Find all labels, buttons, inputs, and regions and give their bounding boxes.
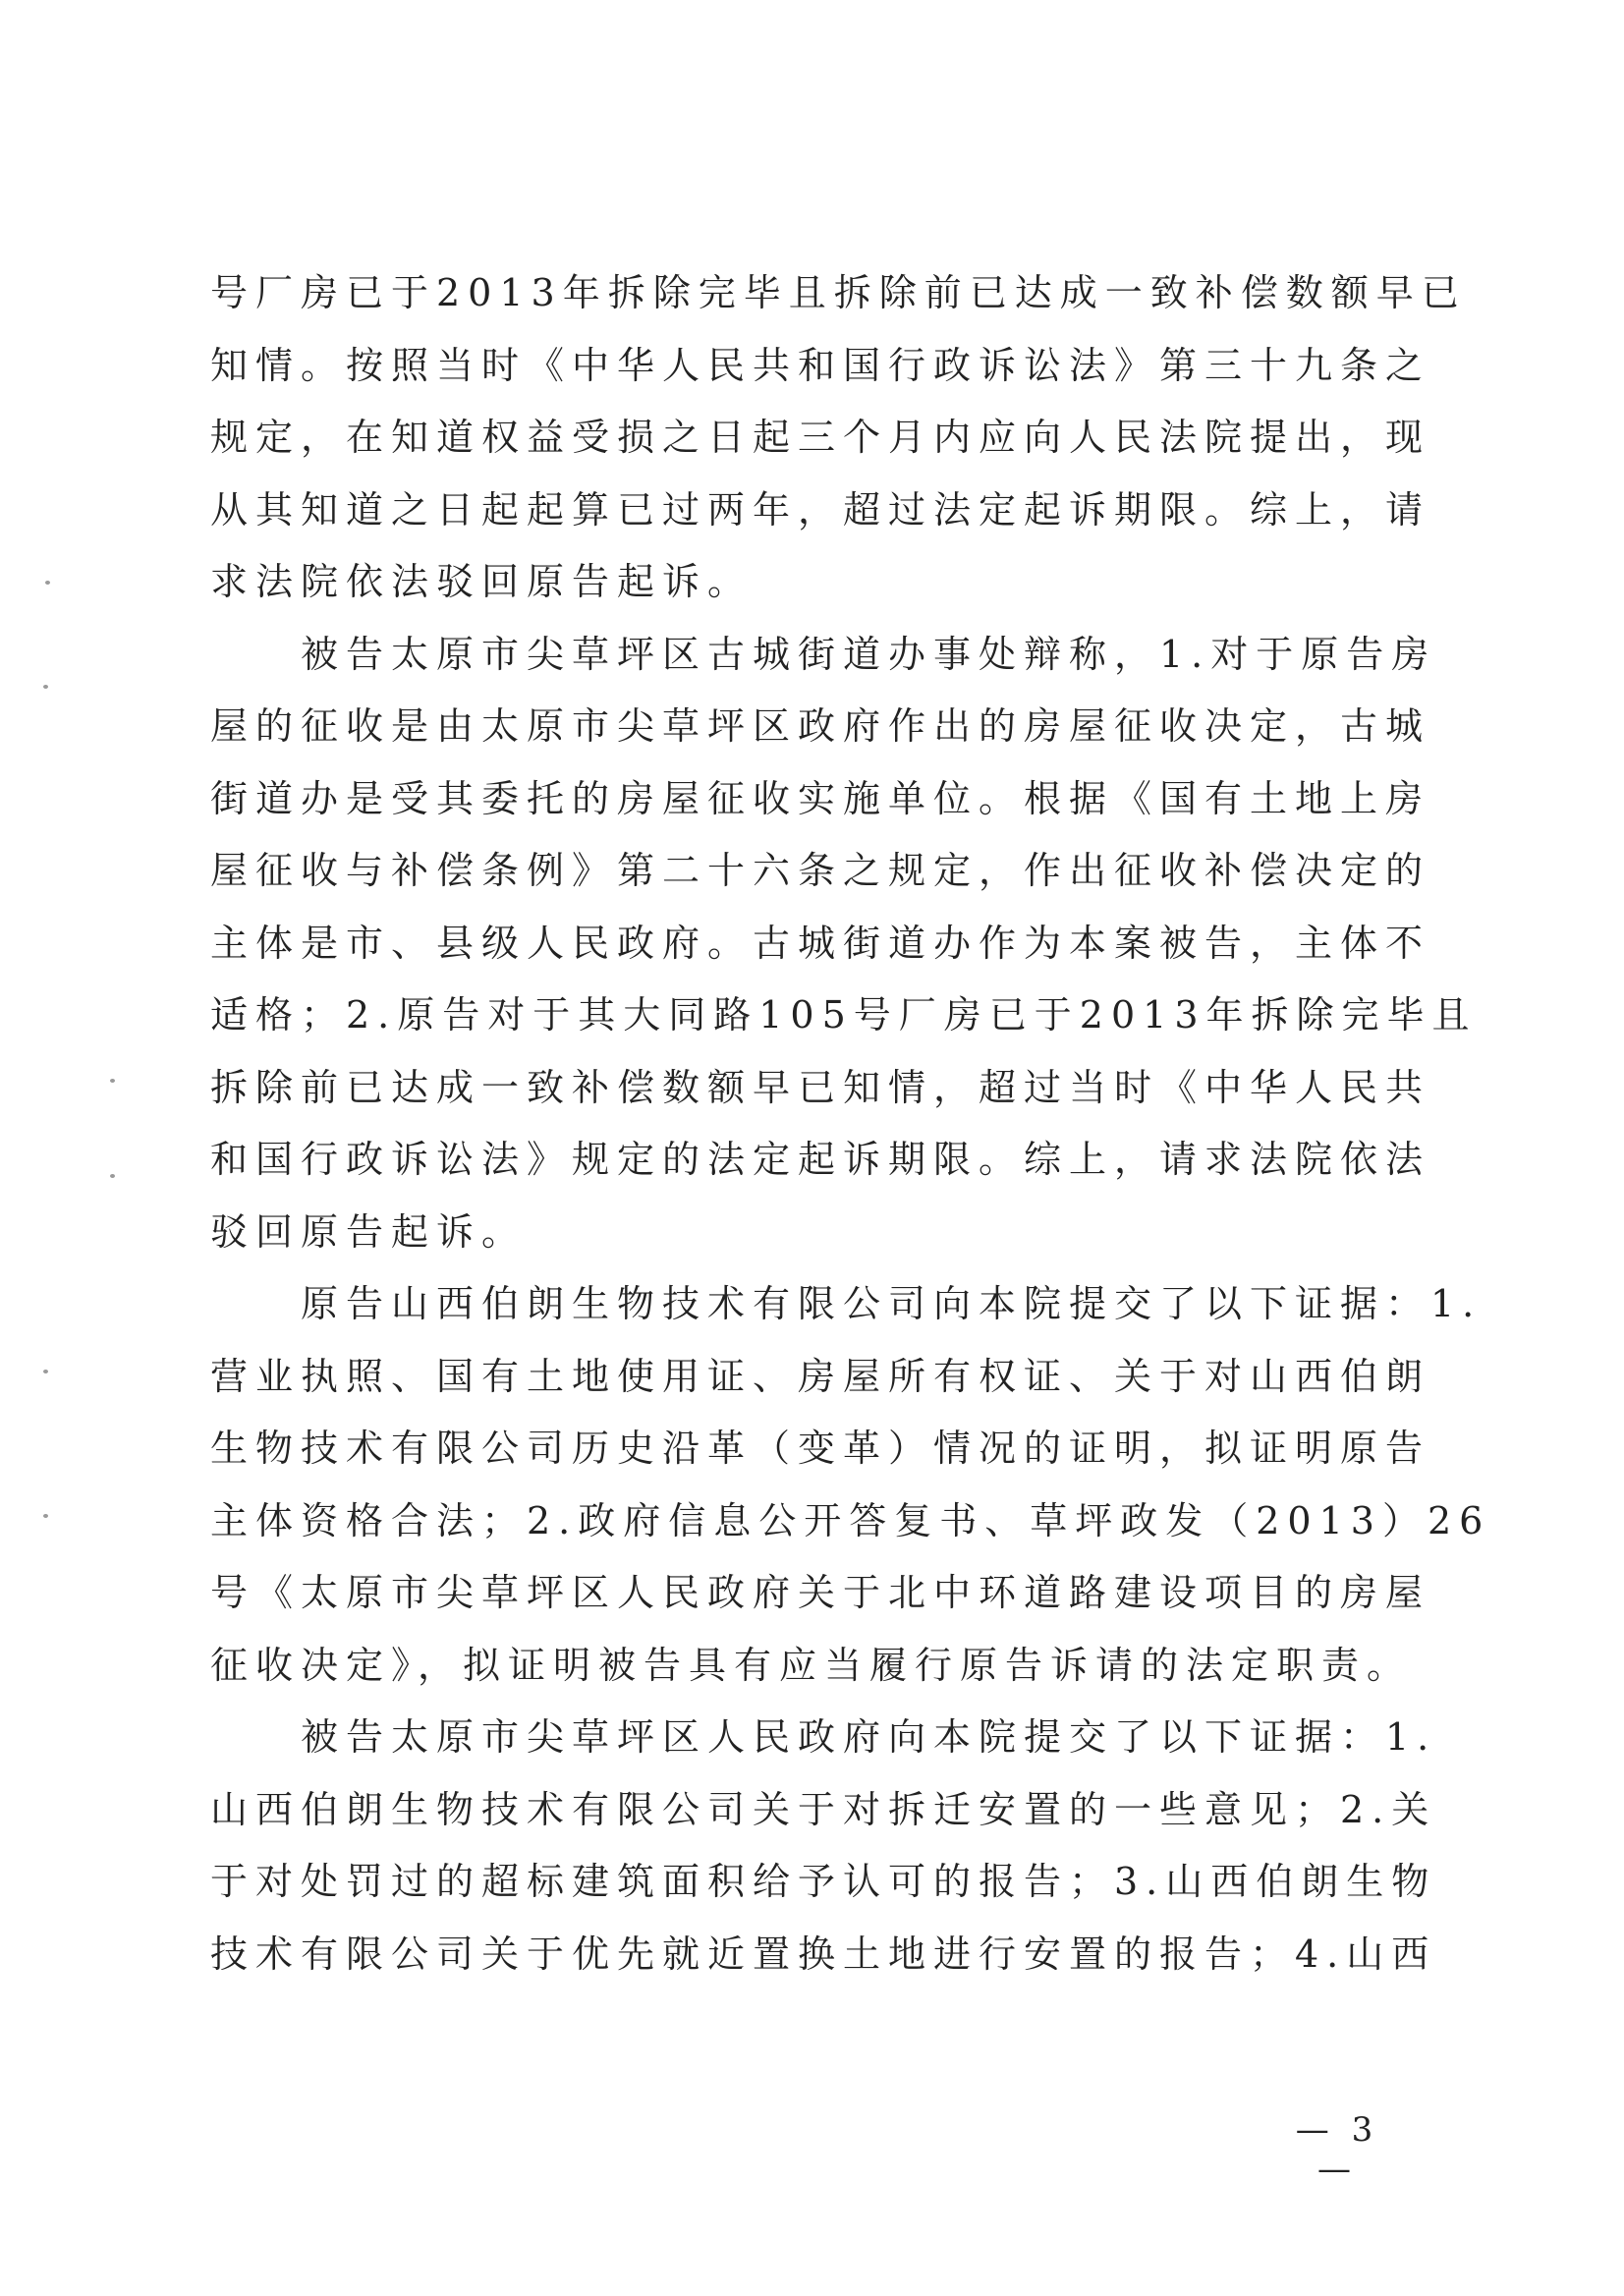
text-line: 和国行政诉讼法》规定的法定起诉期限。综上，请求法院依法 [210,1138,1431,1181]
text-line: 屋征收与补偿条例》第二十六条之规定，作出征收补偿决定的 [210,849,1431,892]
scan-speck [110,1174,115,1178]
text-line: 规定，在知道权益受损之日起三个月内应向人民法院提出，现 [210,416,1431,459]
text-line: 求法院依法驳回原告起诉。 [210,560,754,603]
text-line: 山西伯朗生物技术有限公司关于对拆迁安置的一些意见；2.关 [210,1787,1437,1831]
text-line: 被告太原市尖草坪区人民政府向本院提交了以下证据：1. [210,1715,1437,1759]
text-line: 知情。按照当时《中华人民共和国行政诉讼法》第三十九条之 [210,343,1431,387]
text-line: 原告山西伯朗生物技术有限公司向本院提交了以下证据：1. [210,1282,1483,1325]
text-line: 于对处罚过的超标建筑面积给予认可的报告；3.山西伯朗生物 [210,1860,1437,1903]
page-number: — 3 — [1295,2110,1379,2189]
scan-speck [43,685,48,689]
text-line: 被告太原市尖草坪区古城街道办事处辩称，1.对于原告房 [210,632,1437,676]
text-line: 征收决定》，拟证明被告具有应当履行原告诉请的法定职责。 [210,1643,1413,1687]
text-line: 生物技术有限公司历史沿革（变革）情况的证明，拟证明原告 [210,1427,1431,1470]
text-line: 技术有限公司关于优先就近置换土地进行安置的报告；4.山西 [210,1932,1437,1976]
scan-speck [43,1370,48,1373]
text-line: 营业执照、国有土地使用证、房屋所有权证、关于对山西伯朗 [210,1354,1431,1398]
text-line: 街道办是受其委托的房屋征收实施单位。根据《国有土地上房 [210,776,1431,820]
text-line: 主体是市、县级人民政府。古城街道办作为本案被告，主体不 [210,921,1431,965]
text-line: 驳回原告起诉。 [210,1209,528,1254]
text-line: 从其知道之日起起算已过两年，超过法定起诉期限。综上，请 [210,487,1431,532]
text-line: 拆除前已达成一致补偿数额早已知情，超过当时《中华人民共 [210,1065,1431,1109]
body-text [210,257,1491,1990]
text-line: 主体资格合法；2.政府信息公开答复书、草坪政发（2013）26 [210,1498,1491,1542]
scan-speck [110,1079,115,1083]
text-line: 适格；2.原告对于其大同路105号厂房已于2013年拆除完毕且 [210,993,1478,1036]
scan-speck [43,1514,48,1518]
text-line: 号《太原市尖草坪区人民政府关于北中环道路建设项目的房屋 [210,1571,1431,1614]
text-line: 屋的征收是由太原市尖草坪区政府作出的房屋征收决定，古城 [210,704,1431,748]
text-line: 号厂房已于2013年拆除完毕且拆除前已达成一致补偿数额早已 [210,271,1467,314]
scan-speck [45,581,50,585]
